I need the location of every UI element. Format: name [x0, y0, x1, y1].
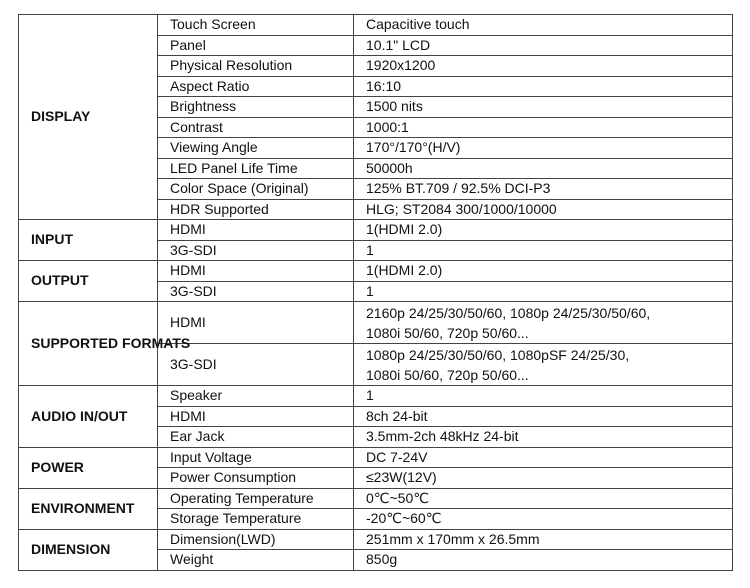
spec-key: HDMI [158, 406, 354, 427]
spec-row [19, 529, 733, 550]
spec-value: Capacitive touch [354, 15, 733, 36]
spec-key: Brightness [158, 97, 354, 118]
spec-value: 1000:1 [354, 117, 733, 138]
spec-key: Touch Screen [158, 15, 354, 36]
spec-key: 3G-SDI [158, 240, 354, 261]
section-category: DISPLAY [19, 15, 158, 220]
spec-row [19, 302, 733, 344]
spec-key: Color Space (Original) [158, 179, 354, 200]
spec-value: ≤23W(12V) [354, 468, 733, 489]
spec-value [354, 302, 733, 344]
spec-value: 10.1" LCD [354, 35, 733, 56]
spec-key: Weight [158, 550, 354, 571]
spec-value: 1(HDMI 2.0) [354, 261, 733, 282]
spec-value: 125% BT.709 / 92.5% DCI-P3 [354, 179, 733, 200]
spec-key: Speaker [158, 386, 354, 407]
spec-row [19, 220, 733, 241]
spec-value: 1 [354, 386, 733, 407]
spec-row [19, 15, 733, 36]
spec-value: 1 [354, 240, 733, 261]
spec-row [19, 386, 733, 407]
spec-key: Viewing Angle [158, 138, 354, 159]
spec-key: HDMI [158, 302, 354, 344]
section-category: AUDIO IN/OUT [19, 386, 158, 448]
spec-value [354, 344, 733, 386]
spec-value: 1(HDMI 2.0) [354, 220, 733, 241]
spec-value: 170°/170°(H/V) [354, 138, 733, 159]
spec-value: 1500 nits [354, 97, 733, 118]
spec-key: Input Voltage [158, 447, 354, 468]
spec-table [18, 14, 733, 571]
spec-value: 0℃~50℃ [354, 488, 733, 509]
spec-key: Aspect Ratio [158, 76, 354, 97]
spec-row [19, 488, 733, 509]
spec-value-line: 1080i 50/60, 720p 50/60... [366, 366, 529, 383]
spec-key: Contrast [158, 117, 354, 138]
section-category: POWER [19, 447, 158, 488]
spec-value: 8ch 24-bit [354, 406, 733, 427]
spec-value: 3.5mm-2ch 48kHz 24-bit [354, 427, 733, 448]
spec-value-line: 1080p 24/25/30/50/60, 1080pSF 24/25/30, [366, 346, 630, 363]
section-category: SUPPORTED FORMATS [19, 302, 158, 386]
spec-key: Power Consumption [158, 468, 354, 489]
spec-key: Panel [158, 35, 354, 56]
spec-value: -20℃~60℃ [354, 509, 733, 530]
spec-key: Dimension(LWD) [158, 529, 354, 550]
spec-key: LED Panel Life Time [158, 158, 354, 179]
spec-key: Operating Temperature [158, 488, 354, 509]
spec-value: 50000h [354, 158, 733, 179]
spec-value: 1920x1200 [354, 56, 733, 77]
spec-key: 3G-SDI [158, 344, 354, 386]
spec-value: 1 [354, 281, 733, 302]
spec-value: 850g [354, 550, 733, 571]
spec-key: Storage Temperature [158, 509, 354, 530]
spec-value: 251mm x 170mm x 26.5mm [354, 529, 733, 550]
section-category: INPUT [19, 220, 158, 261]
spec-key: HDR Supported [158, 199, 354, 220]
spec-value-line: 1080i 50/60, 720p 50/60... [366, 324, 529, 341]
section-category: OUTPUT [19, 261, 158, 302]
section-category: ENVIRONMENT [19, 488, 158, 529]
spec-key: HDMI [158, 261, 354, 282]
spec-table-body [19, 15, 733, 571]
spec-key: 3G-SDI [158, 281, 354, 302]
spec-value: HLG; ST2084 300/1000/10000 [354, 199, 733, 220]
spec-row [19, 447, 733, 468]
spec-value: DC 7-24V [354, 447, 733, 468]
spec-value: 16:10 [354, 76, 733, 97]
spec-value-line: 2160p 24/25/30/50/60, 1080p 24/25/30/50/60, [366, 304, 651, 321]
spec-key: Ear Jack [158, 427, 354, 448]
spec-key: HDMI [158, 220, 354, 241]
section-category: DIMENSION [19, 529, 158, 570]
spec-key: Physical Resolution [158, 56, 354, 77]
spec-row [19, 261, 733, 282]
